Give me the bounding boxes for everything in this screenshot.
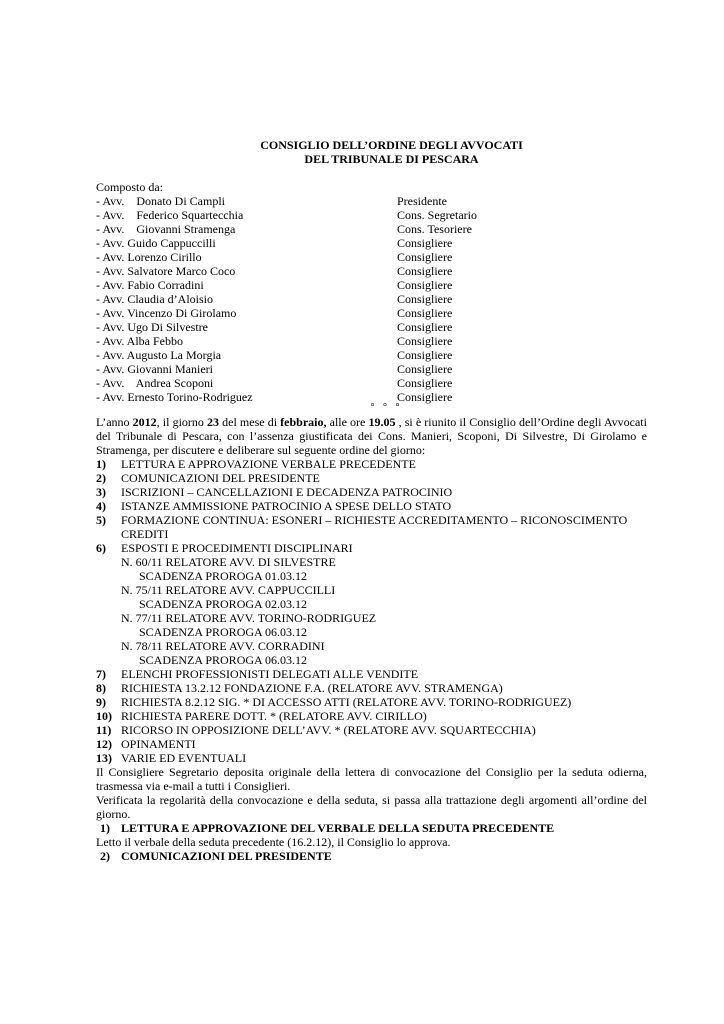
meeting-month: febbraio, [280, 415, 327, 429]
agenda-number: 12) [96, 737, 112, 751]
member-role: Consigliere [397, 320, 453, 334]
section-number: 2) [100, 849, 110, 863]
agenda-number: 5) [96, 513, 106, 527]
member-role: Consigliere [397, 278, 453, 292]
agenda-number: 6) [96, 541, 106, 555]
member-name: - Avv. Augusto La Morgia [96, 348, 222, 362]
member-row [96, 348, 647, 362]
agenda-text: RICORSO IN OPPOSIZIONE DELL’AVV. * (RELATORE AVV. SQUARTECCHIA) [121, 723, 536, 737]
member-row [96, 278, 647, 292]
member-row [96, 334, 647, 348]
member-role: Consigliere [397, 292, 453, 306]
agenda-text: RICHIESTA 13.2.12 FONDAZIONE F.A. (RELATORE AVV. STRAMENGA) [121, 681, 503, 695]
member-name: - Avv. Giovanni Manieri [96, 362, 213, 376]
agenda-item [96, 751, 647, 765]
member-role: Consigliere [397, 376, 453, 390]
agenda-item [96, 695, 647, 709]
intro-text: del mese di [219, 415, 281, 429]
agenda-number: 8) [96, 681, 106, 695]
header-line1: CONSIGLIO DELL’ORDINE DEGLI AVVOCATI [260, 138, 523, 152]
member-row [96, 376, 647, 390]
agenda-number: 7) [96, 667, 106, 681]
member-name: - Avv. Andrea Scoponi [96, 376, 214, 390]
intro-text: L’anno [96, 415, 133, 429]
agenda-number: 1) [96, 457, 106, 471]
agenda-text: RICHIESTA PARERE DOTT. * (RELATORE AVV. CIRILLO) [121, 709, 427, 723]
agenda-text: ESPOSTI E PROCEDIMENTI DISCIPLINARI [121, 541, 353, 555]
member-name: - Avv. Alba Febbo [96, 334, 183, 348]
member-role: Presidente [397, 194, 447, 208]
member-name: - Avv. Fabio Corradini [96, 278, 204, 292]
member-row [96, 320, 647, 334]
member-role: Consigliere [397, 390, 453, 404]
member-name: - Avv. Ugo Di Silvestre [96, 320, 208, 334]
agenda-number: 2) [96, 471, 106, 485]
agenda-item [96, 667, 647, 681]
member-row [96, 306, 647, 320]
intro-paragraph [96, 415, 647, 457]
member-role: Consigliere [397, 236, 453, 250]
member-name: - Avv. Ernesto Torino-Rodriguez [96, 390, 253, 404]
disciplinary-case: N. 75/11 RELATORE AVV. CAPPUCCILLI [121, 583, 336, 597]
member-row [96, 250, 647, 264]
members-list [96, 194, 647, 404]
section-number: 1) [100, 821, 110, 835]
member-name: - Avv. Claudia d’Aloisio [96, 292, 213, 306]
agenda-number: 10) [96, 709, 112, 723]
member-row [96, 292, 647, 306]
disciplinary-case: N. 78/11 RELATORE AVV. CORRADINI [121, 639, 325, 653]
member-role: Consigliere [397, 264, 453, 278]
agenda-number: 11) [96, 723, 112, 737]
agenda-item [96, 471, 647, 485]
member-name: - Avv. Guido Cappuccilli [96, 236, 216, 250]
agenda-text: FORMAZIONE CONTINUA: ESONERI – RICHIESTE ACCREDITAMENTO – RICONOSCIMENTO CREDITI [121, 513, 628, 541]
member-name: - Avv. Giovanni Stramenga [96, 222, 236, 236]
meeting-time: 19.05 [368, 415, 396, 429]
agenda-item [96, 499, 647, 513]
member-role: Consigliere [397, 348, 453, 362]
intro-text: , si è riunito il Consiglio dell’Ordine degli Avvocati del Tribunale di Pescara, con l’assenza giustificata dei Cons. Manieri, Scoponi, Di Silvestre, Di Girolamo e Stramenga, per discutere e deliberare sul seguente ordine del giorno: [96, 415, 647, 457]
agenda-text: ISCRIZIONI – CANCELLAZIONI E DECADENZA PATROCINIO [121, 485, 453, 499]
agenda-text: ELENCHI PROFESSIONISTI DELEGATI ALLE VENDITE [121, 667, 419, 681]
section-heading [96, 849, 647, 863]
agenda-list [96, 457, 647, 765]
section-heading [96, 821, 647, 835]
agenda-text: COMUNICAZIONI DEL PRESIDENTE [121, 471, 320, 485]
document-page [96, 138, 647, 863]
agenda-item [96, 723, 647, 737]
member-role: Cons. Tesoriere [397, 222, 472, 236]
case-deadline: SCADENZA PROROGA 06.03.12 [139, 653, 308, 667]
convocation-paragraph: Il Consigliere Segretario deposita originale della lettera di convocazione del Consiglio per la seduta odierna, trasmessa via e-mail a tutti i Consiglieri. [96, 765, 647, 793]
member-role: Consigliere [397, 306, 453, 320]
case-deadline: SCADENZA PROROGA 02.03.12 [139, 597, 308, 611]
member-name: - Avv. Salvatore Marco Coco [96, 264, 236, 278]
approval-paragraph: Letto il verbale della seduta precedente (16.2.12), il Consiglio lo approva. [96, 835, 451, 849]
agenda-number: 4) [96, 499, 106, 513]
agenda-item [96, 513, 647, 541]
agenda-item [96, 485, 647, 499]
agenda-number: 3) [96, 485, 106, 499]
agenda-number: 13) [96, 751, 112, 765]
member-role: Consigliere [397, 250, 453, 264]
member-role: Cons. Segretario [397, 208, 477, 222]
agenda-item [96, 737, 647, 751]
meeting-year: 2012 [132, 415, 157, 429]
agenda-text: LETTURA E APPROVAZIONE VERBALE PRECEDENTE [121, 457, 416, 471]
member-row [96, 264, 647, 278]
case-deadline: SCADENZA PROROGA 06.03.12 [139, 625, 308, 639]
agenda-text: OPINAMENTI [121, 737, 196, 751]
agenda-item [96, 681, 647, 695]
verification-paragraph: Verificata la regolarità della convocazione e della seduta, si passa alla trattazione degli argomenti all’ordine del giorno. [96, 793, 647, 821]
disciplinary-case: N. 60/11 RELATORE AVV. DI SILVESTRE [121, 555, 336, 569]
member-row [96, 236, 647, 250]
member-name: - Avv. Donato Di Campli [96, 194, 225, 208]
section-separator: ° ° ° [370, 402, 403, 413]
member-name: - Avv. Lorenzo Cirillo [96, 250, 202, 264]
member-row [96, 208, 647, 222]
intro-text: alle ore [326, 415, 369, 429]
member-row [96, 194, 647, 208]
agenda-item [96, 457, 647, 471]
member-role: Consigliere [397, 362, 453, 376]
agenda-item [96, 709, 647, 723]
agenda-item [96, 541, 647, 555]
header-line2: DEL TRIBUNALE DI PESCARA [304, 152, 479, 166]
agenda-text: ISTANZE AMMISSIONE PATROCINIO A SPESE DELLO STATO [121, 499, 452, 513]
member-row [96, 362, 647, 376]
member-name: - Avv. Federico Squartecchia [96, 208, 244, 222]
case-deadline: SCADENZA PROROGA 01.03.12 [139, 569, 308, 583]
member-row [96, 390, 647, 404]
meeting-day: 23 [207, 415, 220, 429]
member-role: Consigliere [397, 334, 453, 348]
agenda-number: 9) [96, 695, 106, 709]
composition-label: Composto da: [96, 180, 164, 194]
section-title: LETTURA E APPROVAZIONE DEL VERBALE DELLA SEDUTA PRECEDENTE [121, 821, 555, 835]
disciplinary-case: N. 77/11 RELATORE AVV. TORINO-RODRIGUEZ [121, 611, 377, 625]
section-title: COMUNICAZIONI DEL PRESIDENTE [121, 849, 332, 863]
intro-text: , il giorno [156, 415, 208, 429]
agenda-text: VARIE ED EVENTUALI [121, 751, 247, 765]
member-row [96, 222, 647, 236]
agenda-text: RICHIESTA 8.2.12 SIG. * DI ACCESSO ATTI (RELATORE AVV. TORINO-RODRIGUEZ) [121, 695, 572, 709]
member-name: - Avv. Vincenzo Di Girolamo [96, 306, 237, 320]
